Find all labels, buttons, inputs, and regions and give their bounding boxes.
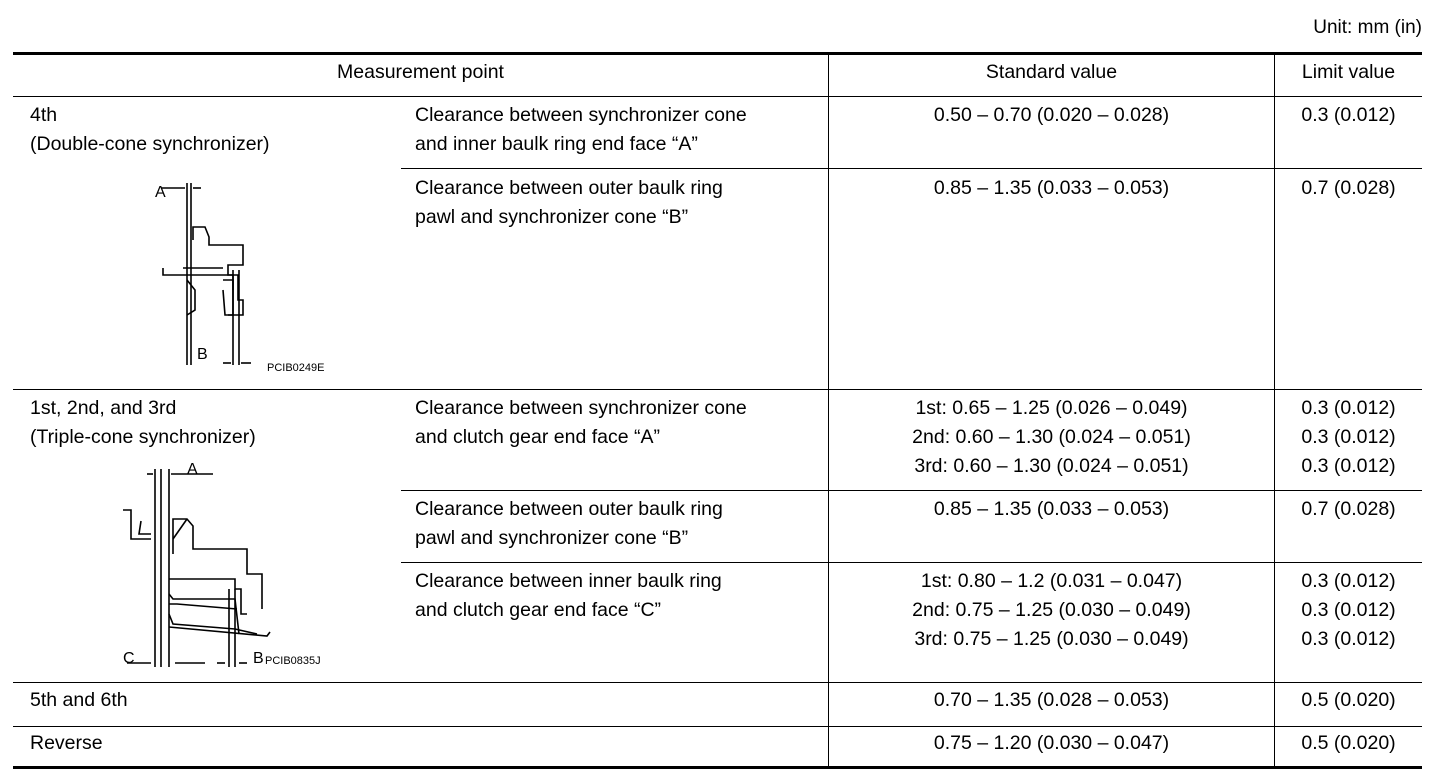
table-top-rule xyxy=(13,52,1422,55)
header-measurement-point: Measurement point xyxy=(337,61,504,83)
measurement-desc-line: pawl and synchronizer cone “B” xyxy=(415,527,689,549)
standard-value: 1st: 0.80 – 1.2 (0.031 – 0.047) xyxy=(920,570,1183,592)
header-limit-value: Limit value xyxy=(1301,61,1396,83)
row-divider xyxy=(401,490,1422,491)
measurement-desc-line: Clearance between synchronizer cone xyxy=(415,104,747,126)
row-divider xyxy=(401,168,1422,169)
label-a: A xyxy=(187,461,198,478)
measurement-desc-line: and inner baulk ring end face “A” xyxy=(415,133,698,155)
limit-value: 0.3 (0.012) xyxy=(1301,455,1396,477)
measurement-desc-line: Clearance between inner baulk ring xyxy=(415,570,722,592)
row-divider xyxy=(13,682,1422,683)
figure-code: PCIB0249E xyxy=(267,362,325,374)
limit-value: 0.5 (0.020) xyxy=(1301,689,1396,711)
measurement-desc-line: and clutch gear end face “A” xyxy=(415,426,660,448)
specification-table xyxy=(13,52,1422,768)
measurement-desc-line: Clearance between synchronizer cone xyxy=(415,397,747,419)
row-divider xyxy=(13,389,1422,390)
unit-note: Unit: mm (in) xyxy=(1313,17,1422,38)
double-cone-synchronizer-diagram xyxy=(153,175,253,375)
label-b: B xyxy=(197,346,208,363)
row-divider xyxy=(13,726,1422,727)
standard-value: 2nd: 0.60 – 1.30 (0.024 – 0.051) xyxy=(912,426,1191,448)
header-rule xyxy=(13,96,1422,97)
limit-value: 0.3 (0.012) xyxy=(1301,397,1396,419)
limit-value: 0.5 (0.020) xyxy=(1301,732,1396,754)
standard-value: 0.85 – 1.35 (0.033 – 0.053) xyxy=(933,498,1170,520)
gear-name-5th-6th: 5th and 6th xyxy=(30,689,128,711)
standard-value: 0.75 – 1.20 (0.030 – 0.047) xyxy=(933,732,1170,754)
limit-value: 0.3 (0.012) xyxy=(1301,628,1396,650)
header-standard-value: Standard value xyxy=(985,61,1118,83)
label-c: C xyxy=(123,650,135,667)
standard-value: 3rd: 0.60 – 1.30 (0.024 – 0.051) xyxy=(914,455,1189,477)
limit-value: 0.3 (0.012) xyxy=(1301,426,1396,448)
synchronizer-type-4th: (Double-cone synchronizer) xyxy=(30,133,270,155)
standard-value: 0.70 – 1.35 (0.028 – 0.053) xyxy=(933,689,1170,711)
measurement-desc-line: Clearance between outer baulk ring xyxy=(415,498,723,520)
table-bottom-rule xyxy=(13,766,1422,769)
limit-value: 0.7 (0.028) xyxy=(1301,498,1396,520)
standard-value: 0.50 – 0.70 (0.020 – 0.028) xyxy=(933,104,1170,126)
row-divider xyxy=(401,562,1422,563)
measurement-desc-line: Clearance between outer baulk ring xyxy=(415,177,723,199)
limit-value: 0.3 (0.012) xyxy=(1301,104,1396,126)
limit-value: 0.7 (0.028) xyxy=(1301,177,1396,199)
triple-cone-synchronizer-diagram xyxy=(117,464,277,674)
gear-name-1st-2nd-3rd: 1st, 2nd, and 3rd xyxy=(30,397,177,419)
standard-value: 2nd: 0.75 – 1.25 (0.030 – 0.049) xyxy=(912,599,1191,621)
label-a: A xyxy=(155,184,166,201)
label-b: B xyxy=(253,650,264,667)
gear-name-4th: 4th xyxy=(30,104,58,126)
measurement-desc-line: and clutch gear end face “C” xyxy=(415,599,662,621)
synchronizer-type-1st-2nd-3rd: (Triple-cone synchronizer) xyxy=(30,426,256,448)
measurement-desc-line: pawl and synchronizer cone “B” xyxy=(415,206,689,228)
limit-value: 0.3 (0.012) xyxy=(1301,570,1396,592)
standard-value: 0.85 – 1.35 (0.033 – 0.053) xyxy=(933,177,1170,199)
gear-name-reverse: Reverse xyxy=(30,732,103,754)
standard-value: 1st: 0.65 – 1.25 (0.026 – 0.049) xyxy=(915,397,1188,419)
limit-value: 0.3 (0.012) xyxy=(1301,599,1396,621)
standard-value: 3rd: 0.75 – 1.25 (0.030 – 0.049) xyxy=(914,628,1189,650)
figure-code: PCIB0835J xyxy=(265,655,321,667)
